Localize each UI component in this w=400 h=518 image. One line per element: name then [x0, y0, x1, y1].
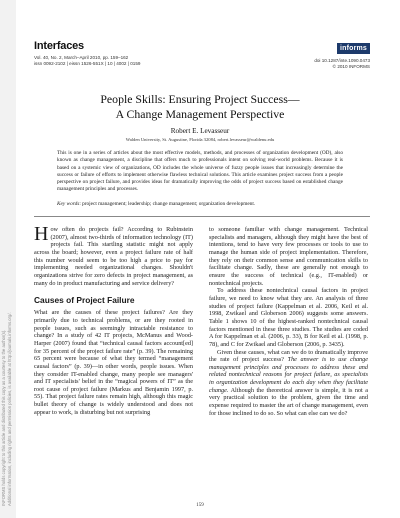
section-heading: Causes of Project Failure	[34, 295, 135, 306]
copyright-line-2: Additional information, including rights and permission policies, is available at http://journals.informs.org/.	[7, 312, 12, 506]
right-paragraph-1: to someone familiar with change management. Technical specialists and managers, although they might have the best of intentions, tend to have very few processes or tools to use to manage the human side of project implementation. Therefore, they rely on their common sense and communication skills to facilitate change. Sadly, these are generally not enough to ensure the success of technical (e.g., IT-enabled) or nontechnical projects.	[209, 226, 368, 287]
right-p3-end: Although the theoretical answer is simple, it is not a very practical solution to the problem, given the time and expense required to master the art of change management, even for those inclined to do so. So what can else can we do?	[209, 386, 368, 417]
title-line-2: A Change Management Perspective	[115, 106, 285, 121]
copyright-line-1: INFORMS holds copyright to this article and distributed this copy as a courtesy to the author(s).	[1, 329, 6, 506]
abstract: This is one in a series of articles about the most effective models, methods, and processes of organization development (OD), also known as change management, a discipline that offers much to professionals intent on solving real-world problems. Because it is based on a systemic view of organizations, OD includes the whole universe of fuzzy people issues that increasingly determine the success or failure of efforts to implement otherwise flawless technical solutions. This article examines project success from a people perspective on project failure, and provides ideas for dramatically improving the odds of project success based on established change management principles and processes.	[57, 150, 343, 193]
keywords	[57, 201, 343, 208]
copyright-line: © 2010 INFORMS	[332, 64, 370, 70]
right-paragraph-3	[209, 349, 368, 418]
issn-line: issn 0092-2102 | eissn 1526-551X | 10 | 4002 | 0159	[34, 61, 141, 67]
author-affiliation: Walden University, St. Augustine, Florida 32084, robert.levasseur@waldenu.edu	[125, 137, 275, 142]
volume-line: Vol. 40, No. 2, March–April 2010, pp. 159–162	[34, 55, 129, 60]
title-line-1: People Skills: Ensuring Project Success—	[100, 92, 300, 106]
left-column	[34, 223, 193, 416]
doi-line: doi 10.1287/inte.1090.0473	[314, 58, 370, 63]
right-paragraph-2: To address these nontechnical causal factors in project failure, we need to know what they are. An analysis of three studies of project failure (Kappelman et al. 2006, Keil et al. 1998, Zwikael and Globerson 2006) suggests some answers. Table 1 shows 10 of the highest-ranked nontechnical causal factors mentioned in these three studies. The studies are coded A for Kappelman et al. (2006, p. 33), B for Keil et al. (1998, p. 78), and C for Zwikael and Globerson (2006, p. 3435).	[209, 287, 368, 348]
right-column	[209, 226, 368, 417]
doi-block	[314, 58, 370, 71]
article-title	[0, 92, 400, 121]
intro-paragraph	[34, 223, 193, 287]
intro-text: ow often do projects fail? According to Rubinstein (2007), almost two-thirds of information technology (IT) projects fail. This startling statistic might not apply across the board; however, even a project failure rate of half this number would seem to be too high a price to pay for implementing needed organizational changes. Shouldn't organizations strive for zero defects in project management, as many do in product manufacturing and service delivery?	[34, 226, 193, 287]
drop-cap: H	[34, 223, 49, 245]
informs-logo: informs	[337, 43, 370, 54]
causes-paragraph: What are the causes of these project failures? Are they primarily due to technical problems, or are they rooted in people issues, such as seemingly intractable resistance to change? In a study of 42 IT projects, McManus and Wood-Harper (2007) found that “technical causal factors account[ed] for 35 percent of the project failure rate” (p. 39). The remaining 65 percent were because of what they termed “management causal factors” (p. 39)—in other words, people issues. When they consider IT-enabled change, many people see managers' and IT specialists' belief in the “magical powers of IT” as the root cause of project failure (Markus and Benjamin 1997, p. 55). That project failure rates remain high, although this magic bullet theory of change is widely understood and does not appear to work, is disturbing but not surprising	[34, 309, 193, 416]
journal-issue-info	[34, 55, 140, 68]
page-number: 159	[196, 503, 204, 508]
right-p3-start: Given these causes, what can we do to dramatically improve the rate of project success?	[209, 348, 368, 364]
journal-name: Interfaces	[34, 40, 84, 52]
author-name: Robert E. Levasseur	[170, 127, 230, 135]
keywords-label: Key words	[57, 201, 80, 207]
copyright-sidebar	[0, 0, 16, 518]
header-divider	[34, 216, 370, 217]
copyright-notice	[1, 312, 13, 506]
keywords-text: : project management; leadership; change management; organization development.	[79, 201, 256, 207]
right-p3-italic: The answer is to use change management principles and processes to address these and related nontechnical reasons for project failure, as specialists in organization development do each day when they facilitate change.	[209, 356, 368, 394]
